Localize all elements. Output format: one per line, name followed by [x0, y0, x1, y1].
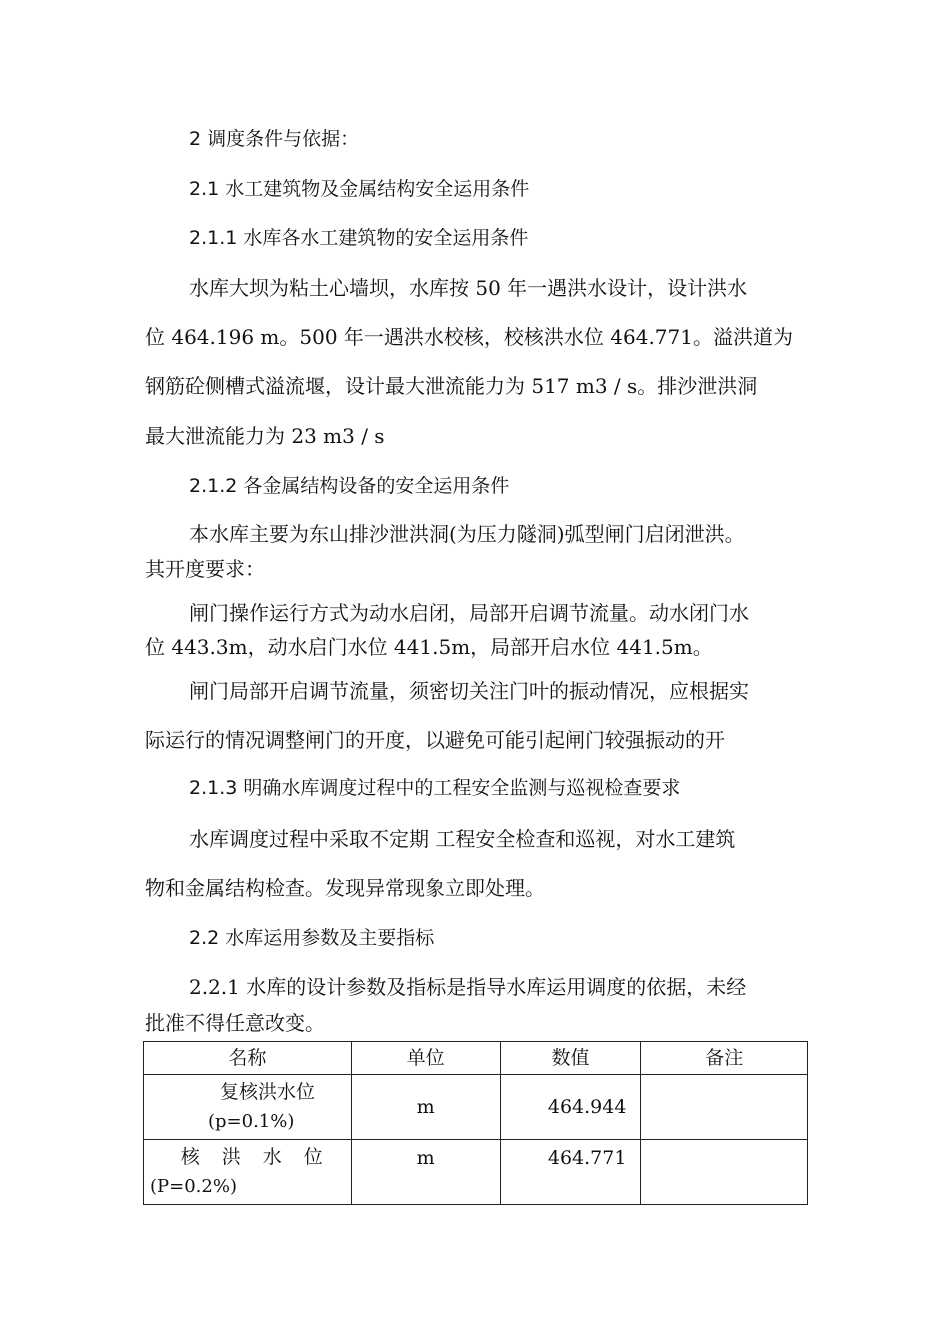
paragraph-line: 批准不得任意改变。: [145, 1011, 325, 1035]
table-row: [144, 1075, 808, 1140]
section-heading-2: 2 调度条件与依据：: [189, 128, 360, 150]
paragraph-line: 水库大坝为粘土心墙坝，水库按 50 年一遇洪水设计，设计洪水: [189, 276, 748, 300]
paragraph-line: 本水库主要为东山排沙泄洪洞(为压力隧洞)弧型闸门启闭泄洪。: [189, 522, 745, 546]
row-name-line1: 核洪水位: [180, 1146, 345, 1168]
row-value-cell: 464.944: [500, 1075, 641, 1140]
paragraph-line: 位 443.3m，动水启门水位 441.5m，局部开启水位 441.5m。: [145, 635, 713, 659]
header-note: 备注: [641, 1042, 808, 1075]
paragraph-line: 物和金属结构检查。发现异常现象立即处理。: [145, 876, 545, 900]
section-heading-2-1-2: 2.1.2 各金属结构设备的安全运用条件: [189, 475, 510, 497]
table-header-row: [144, 1042, 808, 1075]
reservoir-parameters-table: [143, 1041, 808, 1205]
paragraph-line: 位 464.196 m。500 年一遇洪水校核，校核洪水位 464.771。溢洪道为: [145, 325, 793, 349]
section-heading-2-1: 2.1 水工建筑物及金属结构安全运用条件: [189, 178, 530, 200]
row-note-cell: [641, 1140, 808, 1205]
row-name-cell: [144, 1075, 352, 1140]
section-heading-2-1-3: 2.1.3 明确水库调度过程中的工程安全监测与巡视检查要求: [189, 777, 681, 799]
row-unit-cell: m: [351, 1140, 500, 1205]
table-row: [144, 1140, 808, 1205]
paragraph-line: 钢筋砼侧槽式溢流堰，设计最大泄流能力为 517 m3 / s。排沙泄洪洞: [145, 374, 758, 398]
section-heading-2-2: 2.2 水库运用参数及主要指标: [189, 927, 435, 949]
header-name: 名称: [144, 1042, 352, 1075]
row-name-line1: 复核洪水位: [220, 1081, 316, 1103]
header-unit: 单位: [351, 1042, 500, 1075]
paragraph-line: 闸门操作运行方式为动水启闭，局部开启调节流量。动水闭门水: [189, 601, 749, 625]
paragraph-line: 际运行的情况调整闸门的开度，以避免可能引起闸门较强振动的开: [145, 728, 725, 752]
section-heading-2-1-1: 2.1.1 水库各水工建筑物的安全运用条件: [189, 227, 529, 249]
paragraph-line: 闸门局部开启调节流量，须密切关注门叶的振动情况，应根据实: [189, 679, 749, 703]
row-value-cell: 464.771: [500, 1140, 641, 1205]
row-name-line2: (p=0.1%): [208, 1111, 295, 1132]
paragraph-line: 水库调度过程中采取不定期 工程安全检查和巡视，对水工建筑: [189, 827, 736, 851]
header-value: 数值: [500, 1042, 641, 1075]
paragraph-line: 其开度要求：: [145, 557, 265, 581]
row-name-line2: (P=0.2%): [150, 1176, 237, 1197]
row-name-cell: [144, 1140, 352, 1205]
paragraph-line: 最大泄流能力为 23 m3 / s: [145, 424, 385, 448]
row-unit-cell: m: [351, 1075, 500, 1140]
row-note-cell: [641, 1075, 808, 1140]
paragraph-line: 2.2.1 水库的设计参数及指标是指导水库运用调度的依据，未经: [189, 975, 747, 999]
